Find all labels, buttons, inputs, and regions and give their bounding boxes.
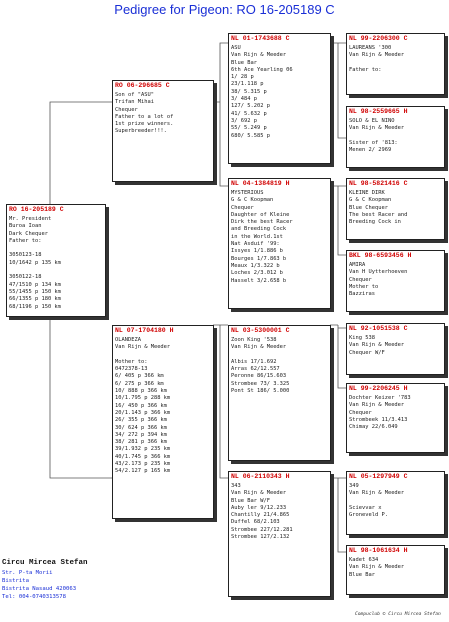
detail-line: Van Rijn & Meeder <box>231 52 287 59</box>
subject-pigeon-card <box>6 204 106 317</box>
detail-line: 1st prize winners. <box>115 121 174 128</box>
detail-line: Arras 62/12.557 <box>231 366 280 373</box>
pigeon-ring-id: NL 98-1061634 H <box>349 547 408 554</box>
detail-line <box>9 245 105 252</box>
detail-line: MYSTERIOUS <box>231 190 264 196</box>
detail-line: 0472378-13 <box>115 366 148 373</box>
detail-line: 349 <box>349 483 359 489</box>
detail-line: Menen 2/ 2969 <box>349 147 392 154</box>
detail-line: 16/ 450 p 366 km <box>115 402 167 409</box>
detail-line: Van Rijn & Meeder <box>349 564 405 571</box>
pigeon-ring-id: NL 98-2559665 H <box>349 108 408 115</box>
detail-line: Dark Chequer <box>9 230 48 237</box>
pigeon-ring-id: RO 06-296685 C <box>115 82 170 89</box>
pigeon-details <box>7 216 105 311</box>
sire-sire-dam-card <box>346 106 445 168</box>
detail-line <box>349 498 444 505</box>
dam-card <box>112 325 214 519</box>
detail-line: 39/1.932 p 235 km <box>115 446 171 453</box>
pigeon-ring-id: BKL 98-6593456 H <box>349 252 412 259</box>
detail-line: 10/ 888 p 366 km <box>115 388 167 395</box>
detail-line: 54/2.127 p 165 km <box>115 468 171 475</box>
detail-line: King 538 <box>349 335 375 341</box>
detail-line: 66/1355 p 180 km <box>9 296 61 303</box>
pigeon-ring-id: NL 99-2206245 H <box>349 385 408 392</box>
pigeon-ring-id: NL 01-1743688 C <box>231 35 290 42</box>
detail-line: Van H Uytterhoeven <box>349 269 408 276</box>
sire-sire-sire-card <box>346 33 445 95</box>
pigeon-ring-id: RO 16-205189 C <box>9 206 64 213</box>
detail-line: Strombee 127/2.132 <box>231 534 290 541</box>
detail-line: 41/ 5.632 p <box>231 110 267 117</box>
detail-line: Son of "ASU" <box>115 92 154 98</box>
detail-line: Chequer <box>349 276 372 283</box>
detail-line: 6/ 405 p 366 km <box>115 373 164 380</box>
detail-line: Strombeek 11/3.413 <box>349 416 408 423</box>
detail-line: Van Rijn & Meeder <box>231 344 287 351</box>
detail-line: OLANDEZA <box>115 337 141 343</box>
detail-line: Sister of '813: <box>349 139 398 146</box>
detail-line: Dirk the best Racer <box>231 219 293 226</box>
detail-line: Van Rijn & Meeder <box>349 490 405 497</box>
copyright-footer: Compuclub © Circu Mircea Stefan <box>355 612 441 617</box>
detail-line: Loches 2/3.012 b <box>231 270 283 277</box>
detail-line: Mother to <box>349 283 379 290</box>
detail-line: 127/ 5.202 p <box>231 103 270 110</box>
detail-line: Van Rijn & Meeder <box>115 344 171 351</box>
detail-line: ASU <box>231 45 241 51</box>
detail-line: 23/1.118 p <box>231 81 264 88</box>
detail-line: Superbreeder!!!. <box>115 128 167 135</box>
detail-line: Dochter Keizer '783 <box>349 395 411 401</box>
pigeon-ring-id: NL 04-1384819 H <box>231 180 290 187</box>
detail-line: 3050123-18 <box>9 252 42 259</box>
detail-line: 20/1.143 p 366 km <box>115 409 171 416</box>
detail-line: Issyes 1/1.886 b <box>231 248 283 255</box>
detail-line: LAUREANS '300 <box>349 45 392 51</box>
detail-line: 26/ 355 p 366 km <box>115 417 167 424</box>
detail-line: Trifan Mihai <box>115 99 154 106</box>
detail-line: 6/ 275 p 366 km <box>115 380 164 387</box>
detail-line: Blue Bar <box>231 59 257 66</box>
owner-address-line: Bistrita <box>2 578 29 584</box>
detail-line: 10/1.795 p 288 km <box>115 395 171 402</box>
dam-dam-dam-card <box>346 545 445 595</box>
detail-line: Mother to: <box>115 358 148 365</box>
dam-sire-dam-card <box>346 383 445 453</box>
detail-line: 3050122-18 <box>9 274 42 281</box>
detail-line: SOLO & EL NINO <box>349 118 395 124</box>
dam-sire-card <box>228 325 331 461</box>
detail-line: Auby ler 9/12.233 <box>231 504 287 511</box>
sire-dam-card <box>228 178 331 309</box>
pigeon-ring-id: NL 06-2110343 H <box>231 473 290 480</box>
detail-line: Blue Bar W/F <box>231 497 270 504</box>
detail-line: 38/ 281 p 366 km <box>115 439 167 446</box>
detail-line: Van Rijn & Meeder <box>349 342 405 349</box>
page-title: Pedigree for Pigeon: RO 16-205189 C <box>114 2 335 17</box>
detail-line: Breeding Cock in <box>349 219 401 226</box>
owner-address-line: Bistrita Nasaud 420063 <box>2 586 77 592</box>
detail-line: 1/ 28 p <box>231 74 254 81</box>
detail-line: Kadet 634 <box>349 557 379 563</box>
detail-line: G & C Koopman <box>231 197 274 204</box>
detail-line: Bazziras <box>349 291 375 298</box>
detail-line: Blue Chequer <box>349 204 388 211</box>
detail-line: 55/1455 p 150 km <box>9 288 61 295</box>
pigeon-ring-id: NL 98-5821416 C <box>349 180 408 187</box>
detail-line: 6th Ace Yearling 06 <box>231 66 293 73</box>
detail-line: Chequer <box>231 204 254 211</box>
owner-address-line: Str. P-ta Morii <box>2 570 53 576</box>
detail-line <box>231 352 330 359</box>
detail-line <box>9 267 105 274</box>
detail-line: Nat Asduif '99: <box>231 241 280 248</box>
detail-line <box>349 60 444 67</box>
detail-line: G & C Koopman <box>349 197 392 204</box>
detail-line: Strombee 227/12.281 <box>231 526 293 533</box>
dam-dam-sire-card <box>346 471 445 535</box>
detail-line: KLEINE DIRK <box>349 190 385 196</box>
detail-line: 680/ 5.585 p <box>231 132 270 139</box>
detail-line: Daughter of Kleine <box>231 211 290 218</box>
sire-card <box>112 80 214 182</box>
sire-sire-card <box>228 33 331 164</box>
detail-line: 38/ 5.315 p <box>231 88 267 95</box>
detail-line: 10/1642 p 135 km <box>9 259 61 266</box>
detail-line: Father to: <box>9 237 42 244</box>
detail-line: Chimay 22/6.049 <box>349 424 398 431</box>
detail-line: 30/ 624 p 366 km <box>115 424 167 431</box>
detail-line: Buroa Ioan <box>9 223 42 230</box>
detail-line: 34/ 272 p 394 km <box>115 431 167 438</box>
detail-line: Chequer W/F <box>349 349 385 356</box>
sire-dam-sire-card <box>346 178 445 240</box>
detail-line: and Breeding Cock <box>231 226 287 233</box>
detail-line: 3/ 692 p <box>231 117 257 124</box>
detail-line: Chequer <box>349 409 372 416</box>
detail-line: Van Rijn & Meeder <box>349 125 405 132</box>
detail-line: Chantilly 21/4.865 <box>231 512 290 519</box>
detail-line: The best Racer and <box>349 211 408 218</box>
pigeon-ring-id: NL 03-5300001 C <box>231 327 290 334</box>
pigeon-ring-id: NL 99-2206300 C <box>349 35 408 42</box>
detail-line: Van Rijn & Meeder <box>349 52 405 59</box>
detail-line: Van Rijn & Meeder <box>231 490 287 497</box>
owner-info <box>2 559 88 601</box>
dam-dam-card <box>228 471 331 597</box>
detail-line: Father to a lot of <box>115 113 174 120</box>
detail-line: 55/ 5.249 p <box>231 125 267 132</box>
detail-line: 47/1510 p 134 km <box>9 281 61 288</box>
detail-line <box>115 352 213 359</box>
detail-line: 68/1196 p 150 km <box>9 303 61 310</box>
pigeon-ring-id: NL 07-1704180 H <box>115 327 174 334</box>
detail-line: Hasselt 3/2.658 b <box>231 277 287 284</box>
dam-sire-sire-card <box>346 323 445 375</box>
detail-line: Peronne 86/15.603 <box>231 373 287 380</box>
detail-line <box>349 133 444 140</box>
detail-line: Pont St 186/ 5.000 <box>231 388 290 395</box>
detail-line: 40/1.745 p 366 km <box>115 453 171 460</box>
detail-line: Scievvar x <box>349 504 382 511</box>
detail-line: Duffel 68/2.103 <box>231 519 280 526</box>
detail-line: 343 <box>231 483 241 489</box>
pigeon-ring-id: NL 05-1297949 C <box>349 473 408 480</box>
detail-line: 43/2.173 p 235 km <box>115 461 171 468</box>
owner-name: Circu Mircea Stefan <box>2 559 88 567</box>
sire-dam-dam-card <box>346 250 445 312</box>
detail-line: Zoon King '538 <box>231 337 277 343</box>
detail-line: in the World.1st <box>231 233 283 240</box>
detail-line: Bourges 1/7.863 b <box>231 255 287 262</box>
detail-line: Blue Bar <box>349 571 375 578</box>
detail-line: Albis 17/1.692 <box>231 358 277 365</box>
detail-line: Chequer <box>115 106 138 113</box>
detail-line: Groneveld P. <box>349 512 388 519</box>
owner-phone: Tel: 004-0740313578 <box>2 594 66 600</box>
detail-line: Father to: <box>349 66 382 73</box>
detail-line: Meaux 1/3.322 b <box>231 262 280 269</box>
detail-line: Van Rijn & Meeder <box>349 402 405 409</box>
detail-line: 3/ 484 p <box>231 96 257 103</box>
detail-line: AMIRA <box>349 262 366 268</box>
pigeon-ring-id: NL 92-1051538 C <box>349 325 408 332</box>
detail-line: Strombee 73/ 3.325 <box>231 380 290 387</box>
detail-line: Mr. President <box>9 216 52 222</box>
